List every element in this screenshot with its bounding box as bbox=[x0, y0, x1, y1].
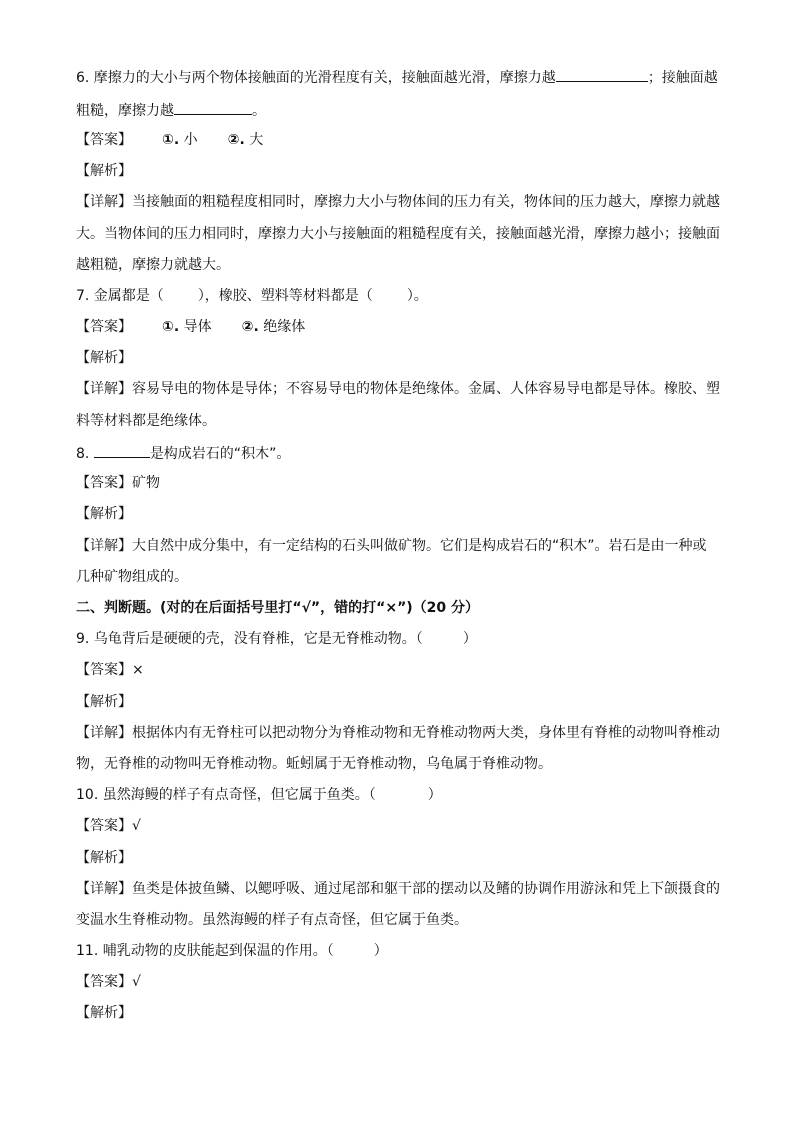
q9-analysis-label: 【解析】 bbox=[76, 694, 132, 710]
q6-answer: 【答案】 ①. 小 ②. 大 bbox=[76, 132, 264, 148]
q6-stem-line1: 6. 摩擦力的大小与两个物体接触面的光滑程度有关，接触面越光滑，摩擦力越 ；接触面越 bbox=[76, 66, 724, 86]
q8-analysis-label: 【解析】 bbox=[76, 506, 132, 522]
q6-detail-line3: 越粗糙，摩擦力就越大。 bbox=[76, 257, 230, 273]
q7-detail-line2: 料等材料都是绝缘体。 bbox=[76, 413, 216, 429]
q9-stem: 9. 乌龟背后是硬硬的壳，没有脊椎，它是无脊椎动物。（ ） bbox=[76, 631, 477, 647]
q8-detail-line2: 几种矿物组成的。 bbox=[76, 569, 188, 585]
q7-detail-line1: 【详解】容易导电的物体是导体；不容易导电的物体是绝缘体。金属、人体容易导电都是导体。橡胶、塑 bbox=[76, 381, 720, 397]
q10-detail-line2: 变温水生脊椎动物。虽然海鳗的样子有点奇怪，但它属于鱼类。 bbox=[76, 912, 468, 928]
q11-stem: 11. 哺乳动物的皮肤能起到保温的作用。（ ） bbox=[76, 943, 388, 959]
q8-stem: 8. 是构成岩石的“积木”。 bbox=[76, 442, 724, 462]
q7-answer: 【答案】 ①. 导体 ②. 绝缘体 bbox=[76, 319, 306, 335]
q11-answer: 【答案】√ bbox=[76, 974, 141, 990]
q10-stem: 10. 虽然海鳗的样子有点奇怪，但它属于鱼类。（ ） bbox=[76, 787, 442, 803]
section-title: 二、判断题。(对的在后面括号里打“√”，错的打“×”)（20 分） bbox=[76, 600, 480, 616]
q6-detail-line1: 【详解】当接触面的粗糙程度相同时，摩擦力大小与物体间的压力有关，物体间的压力越大，摩擦力就越 bbox=[76, 194, 720, 210]
q10-detail-line1: 【详解】鱼类是体披鱼鳞、以鳃呼吸、通过尾部和躯干部的摆动以及鳍的协调作用游泳和凭上下颌摄食的 bbox=[76, 881, 720, 897]
q11-analysis-label: 【解析】 bbox=[76, 1005, 132, 1021]
answer-blank bbox=[174, 99, 252, 115]
q9-answer: 【答案】× bbox=[76, 662, 144, 678]
q10-answer: 【答案】√ bbox=[76, 818, 141, 834]
q6-analysis-label: 【解析】 bbox=[76, 163, 132, 179]
q7-stem: 7. 金属都是（ ），橡胶、塑料等材料都是（ ）。 bbox=[76, 288, 428, 304]
q10-analysis-label: 【解析】 bbox=[76, 850, 132, 866]
q8-answer: 【答案】矿物 bbox=[76, 475, 160, 491]
q6-detail-line2: 大。当物体间的压力相同时，摩擦力大小与接触面的粗糙程度有关，接触面越光滑，摩擦力越小；接触面 bbox=[76, 226, 720, 242]
q9-detail-line2: 物，无脊椎的动物叫无脊椎动物。蚯蚓属于无脊椎动物，乌龟属于脊椎动物。 bbox=[76, 756, 552, 772]
q6-stem-line2: 粗糙，摩擦力越 。 bbox=[76, 99, 724, 119]
answer-blank bbox=[556, 66, 648, 82]
q9-detail-line1: 【详解】根据体内有无脊柱可以把动物分为脊椎动物和无脊椎动物两大类，身体里有脊椎的动物叫脊椎动 bbox=[76, 725, 720, 741]
q7-analysis-label: 【解析】 bbox=[76, 350, 132, 366]
answer-blank bbox=[94, 442, 150, 458]
q8-detail-line1: 【详解】大自然中成分集中，有一定结构的石头叫做矿物。它们是构成岩石的“积木”。岩石是由一种或 bbox=[76, 538, 707, 554]
